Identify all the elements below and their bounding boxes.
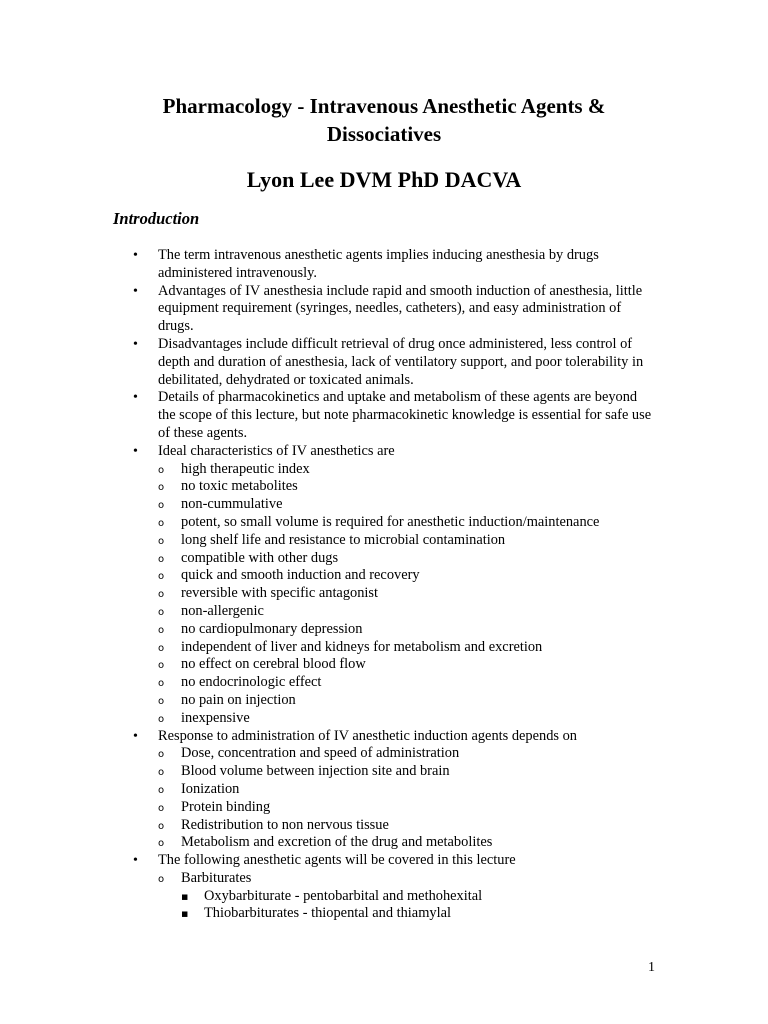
sub-list-item-text: no cardiopulmonary depression xyxy=(181,620,363,637)
bullet-list xyxy=(0,247,768,923)
sub-list-item-text: Blood volume between injection site and brain xyxy=(181,763,450,780)
circle-bullet-icon: o xyxy=(158,624,165,636)
sub-list-item-text: independent of liver and kidneys for metabolism and excretion xyxy=(181,638,543,655)
sub-list-item xyxy=(158,639,658,657)
section-heading: Introduction xyxy=(113,209,200,228)
sub-list-item xyxy=(158,478,658,496)
sub-list-item-text: Barbiturates xyxy=(181,869,252,886)
sub-list-item xyxy=(158,656,658,674)
circle-bullet-icon: o xyxy=(158,713,165,725)
bullet-icon: • xyxy=(133,443,138,459)
circle-bullet-icon: o xyxy=(158,553,165,565)
document-body xyxy=(0,247,768,923)
sub-list-item xyxy=(158,461,658,479)
sub-list-item-text: Redistribution to non nervous tissue xyxy=(181,816,389,833)
sub-list-item xyxy=(158,692,658,710)
sub-list-item xyxy=(158,603,658,621)
sub-list-item-text: non-allergenic xyxy=(181,602,264,619)
circle-bullet-icon: o xyxy=(158,642,165,654)
bullet-icon: • xyxy=(133,248,138,263)
sub-sub-list-item xyxy=(181,905,658,923)
sub-list-item xyxy=(158,532,658,550)
sub-list-item xyxy=(158,870,658,923)
circle-bullet-icon: o xyxy=(158,464,165,476)
circle-bullet-icon: o xyxy=(158,784,165,796)
bullet-icon: • xyxy=(133,853,138,869)
sub-list-item xyxy=(158,710,658,728)
list-item xyxy=(0,852,658,923)
sub-list-item-text: Dose, concentration and speed of administration xyxy=(181,745,460,762)
sub-list-item-text: no endocrinologic effect xyxy=(181,674,322,691)
circle-bullet-icon: o xyxy=(158,802,165,814)
small-square-bullet-icon: ▪ xyxy=(181,907,189,921)
circle-bullet-icon: o xyxy=(158,749,165,761)
document-title xyxy=(0,92,768,148)
bullet-icon: • xyxy=(133,728,138,744)
sub-list-item-text: inexpensive xyxy=(181,709,250,726)
sub-list-item xyxy=(158,567,658,585)
circle-bullet-icon: o xyxy=(158,589,165,601)
sub-list-item-text: quick and smooth induction and recovery xyxy=(181,567,420,584)
circle-bullet-icon: o xyxy=(158,695,165,707)
sub-list-item-text: Metabolism and excretion of the drug and metabolites xyxy=(181,834,493,851)
small-square-bullet-icon: ▪ xyxy=(181,889,189,903)
sub-list-item xyxy=(158,763,658,781)
circle-bullet-icon: o xyxy=(158,873,165,885)
title-line-2: Dissociatives xyxy=(326,122,442,146)
sub-list-item-text: no pain on injection xyxy=(181,691,296,708)
list-item-text: Details of pharmacokinetics and uptake and metabolism of these agents are beyond the scope of this lecture, but note pharmacokinetic knowledge is essential for safe use of these agents. xyxy=(158,389,652,441)
circle-bullet-icon: o xyxy=(158,838,165,850)
sub-list-item xyxy=(158,621,658,639)
barbiturates-list xyxy=(181,888,658,924)
circle-bullet-icon: o xyxy=(158,660,165,672)
sub-list-item xyxy=(158,817,658,835)
sub-list-item-text: Protein binding xyxy=(181,798,271,815)
list-item xyxy=(0,728,658,853)
list-item-text: Response to administration of IV anesthetic induction agents depends on xyxy=(158,727,577,744)
list-item xyxy=(0,247,658,283)
list-item xyxy=(0,389,658,442)
list-item xyxy=(0,336,658,389)
circle-bullet-icon: o xyxy=(158,517,165,529)
circle-bullet-icon: o xyxy=(158,678,165,690)
sub-list-item-text: compatible with other dugs xyxy=(181,549,339,566)
sub-list-item xyxy=(158,585,658,603)
sub-list-item xyxy=(158,781,658,799)
sub-list-item-text: long shelf life and resistance to microbial contamination xyxy=(181,531,506,548)
sub-list-item xyxy=(158,674,658,692)
list-item xyxy=(0,443,658,728)
list-item-text: Disadvantages include difficult retrieval of drug once administered, less control of depth and duration of anesthesia, lack of ventilatory support, and poor tolerability in debilitated, dehydrated or toxicated animals. xyxy=(158,335,644,388)
sub-list-item-text: reversible with specific antagonist xyxy=(181,585,379,602)
sub-list-item-text: potent, so small volume is required for anesthetic induction/maintenance xyxy=(181,513,600,530)
page-number: 1 xyxy=(648,960,655,975)
ideal-characteristics-list xyxy=(158,461,658,728)
circle-bullet-icon: o xyxy=(158,767,165,779)
sub-list-item-text: non-cummulative xyxy=(181,496,283,513)
list-item xyxy=(0,283,658,336)
author-line: Lyon Lee DVM PhD DACVA xyxy=(246,167,522,192)
sub-list-item-text: Ionization xyxy=(181,780,240,797)
bullet-icon: • xyxy=(133,336,138,352)
list-item-text: The following anesthetic agents will be covered in this lecture xyxy=(158,852,516,869)
list-item-text: The term intravenous anesthetic agents implies inducing anesthesia by drugs administered intravenously. xyxy=(158,247,599,281)
title-line-1: Pharmacology - Intravenous Anesthetic Agents & xyxy=(162,94,606,118)
sub-sub-list-item-text: Oxybarbiturate - pentobarbital and methohexital xyxy=(204,887,483,904)
sub-list-item xyxy=(158,514,658,532)
circle-bullet-icon: o xyxy=(158,482,165,494)
sub-list-item xyxy=(158,496,658,514)
sub-list-item xyxy=(158,799,658,817)
sub-sub-list-item xyxy=(181,888,658,906)
sub-list-item-text: high therapeutic index xyxy=(181,460,310,477)
bullet-icon: • xyxy=(133,390,138,406)
response-factors-list xyxy=(158,745,658,852)
agents-list xyxy=(158,870,658,923)
circle-bullet-icon: o xyxy=(158,820,165,832)
sub-list-item xyxy=(158,550,658,568)
circle-bullet-icon: o xyxy=(158,500,165,512)
sub-list-item-text: no toxic metabolites xyxy=(181,478,298,495)
sub-list-item xyxy=(158,834,658,852)
bullet-icon: • xyxy=(133,283,138,299)
sub-list-item xyxy=(158,745,658,763)
circle-bullet-icon: o xyxy=(158,571,165,583)
circle-bullet-icon: o xyxy=(158,535,165,547)
list-item-text: Advantages of IV anesthesia include rapid and smooth induction of anesthesia, little equipment requirement (syringes, needles, catheters), and easy administration of drugs. xyxy=(158,282,643,335)
sub-sub-list-item-text: Thiobarbiturates - thiopental and thiamylal xyxy=(204,905,451,922)
sub-list-item-text: no effect on cerebral blood flow xyxy=(181,656,366,673)
circle-bullet-icon: o xyxy=(158,606,165,618)
list-item-text: Ideal characteristics of IV anesthetics are xyxy=(158,442,395,459)
